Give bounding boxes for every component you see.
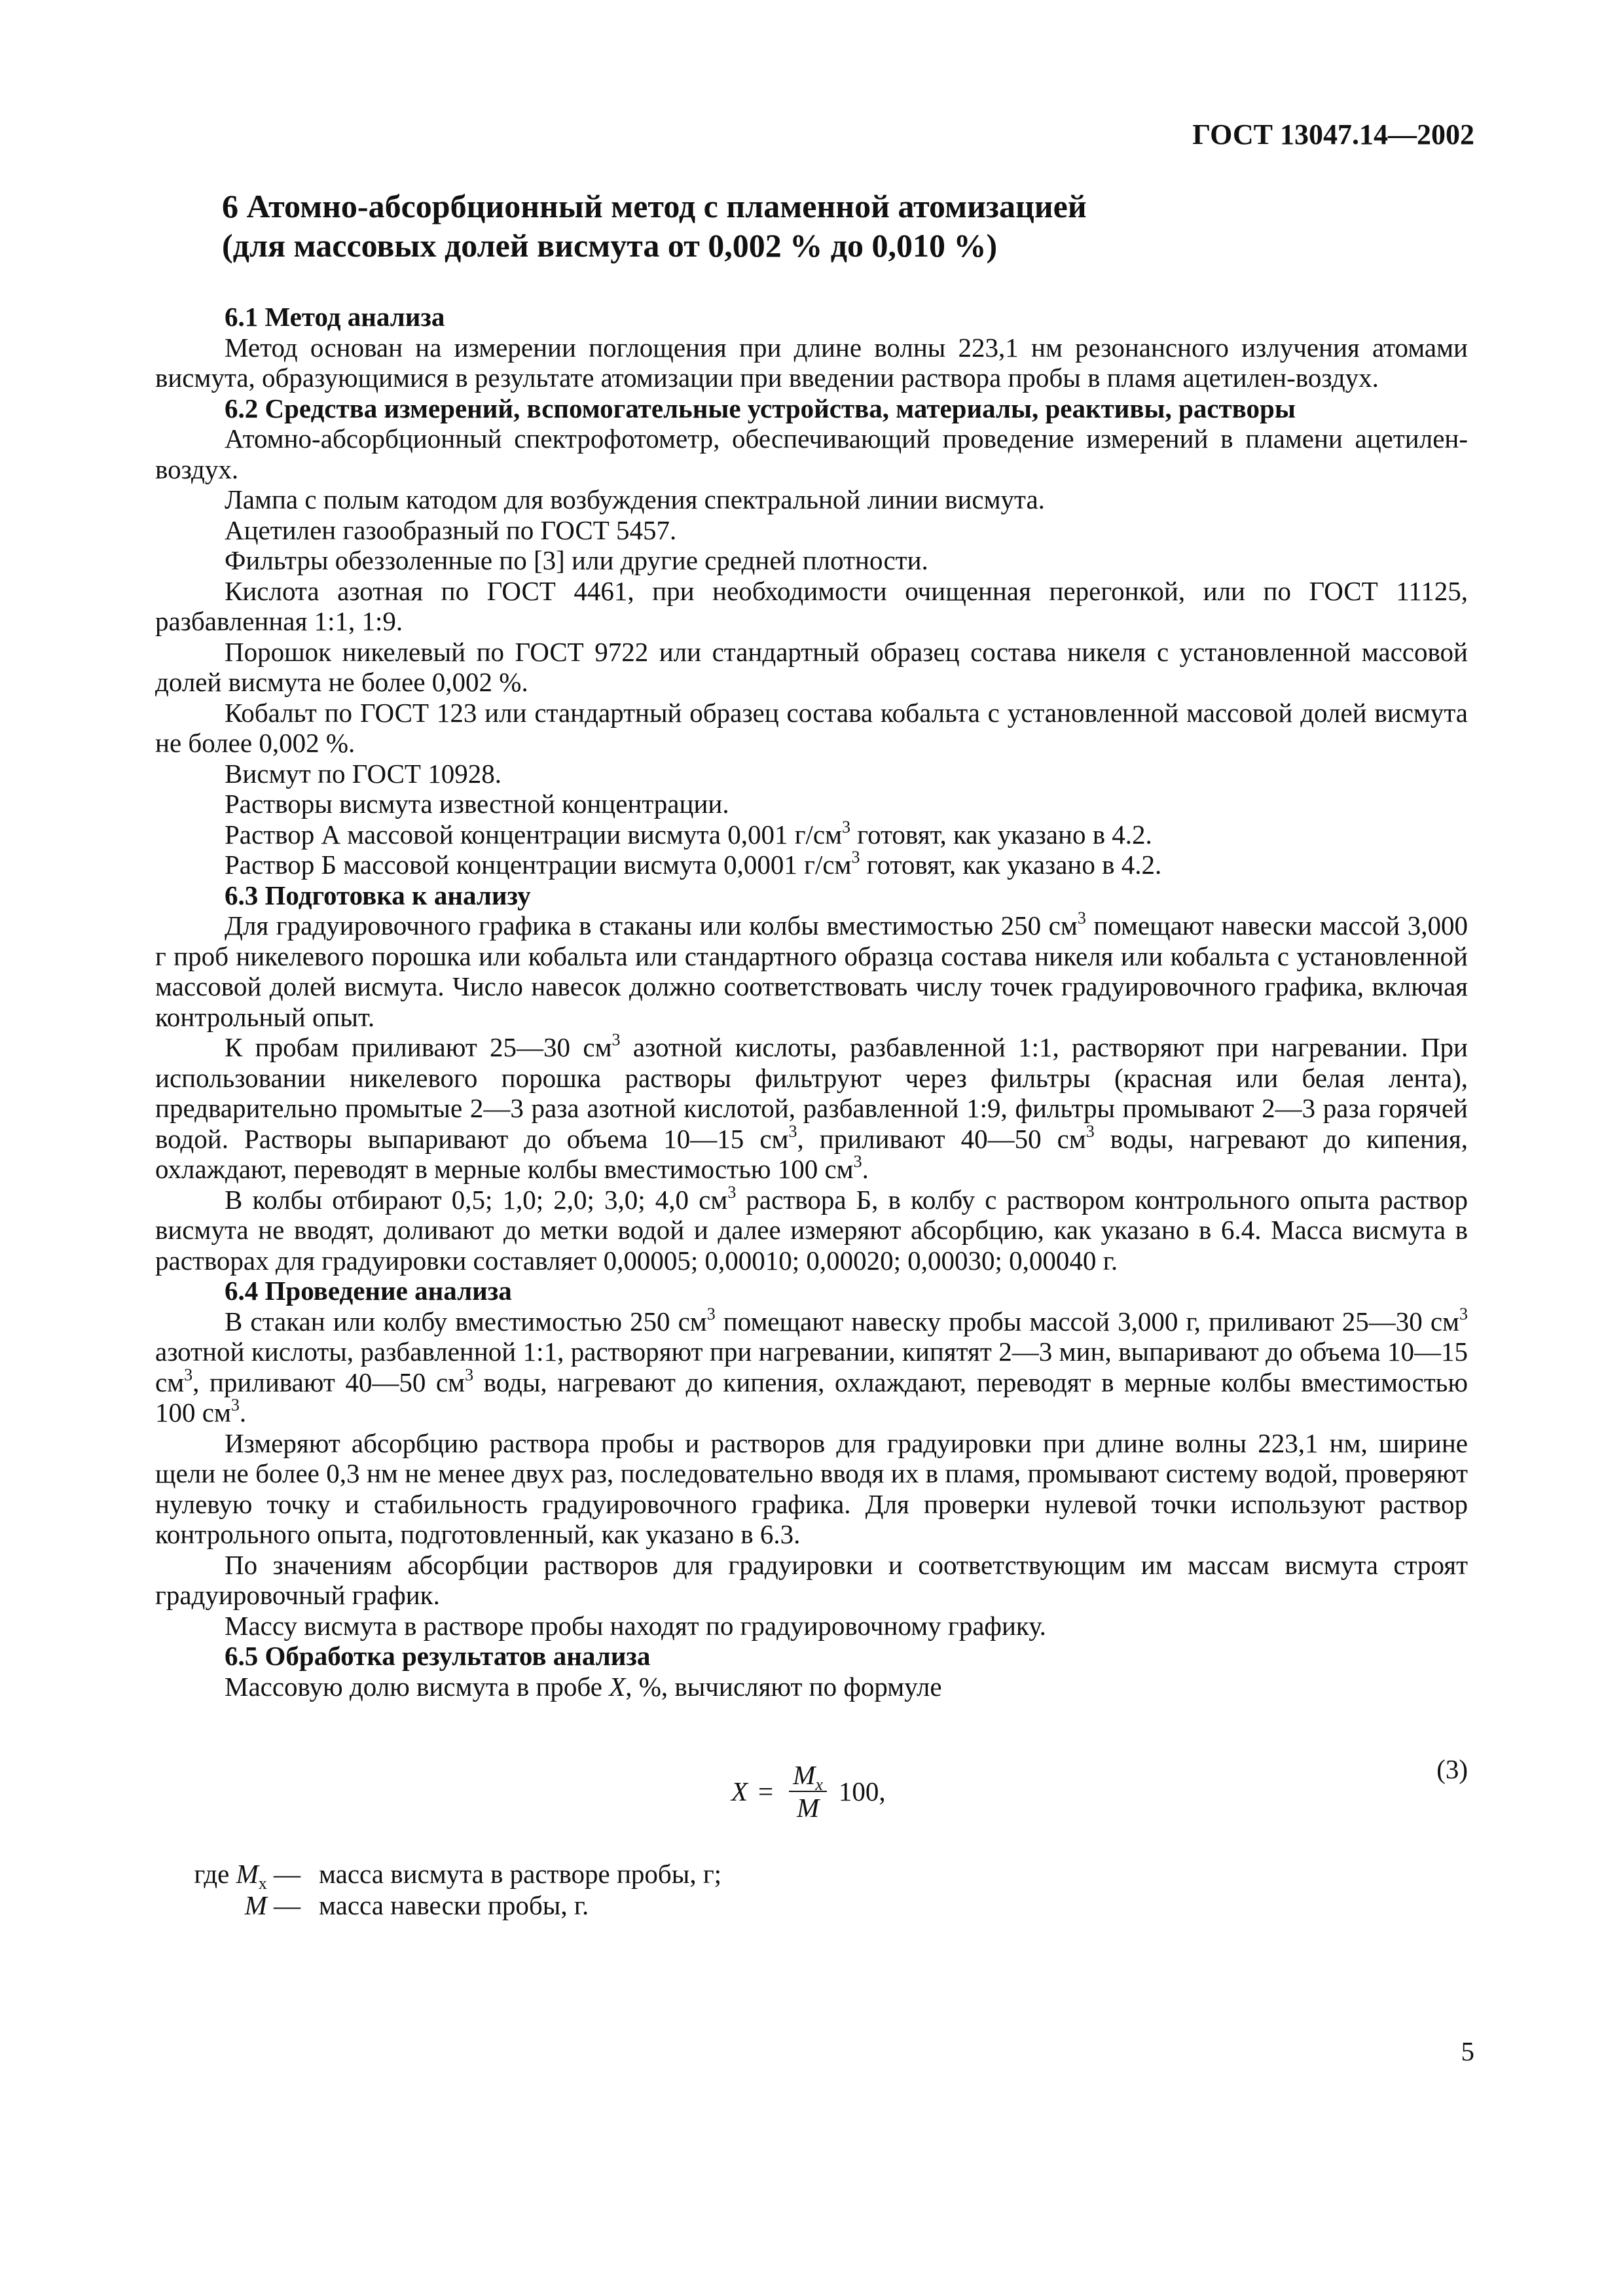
text-run: готовят, как указано в 4.2. [850, 819, 1152, 850]
legend-row [188, 1859, 722, 1893]
superscript: 3 [184, 1365, 193, 1384]
superscript: 3 [788, 1121, 797, 1141]
denominator-symbol: M [796, 1793, 820, 1823]
text-run: Раствор А массовой концентрации висмута 0,001 г/см [225, 819, 843, 850]
text-run: азотной кислоты, разбавленной 1:1, растворяют при нагревании. При использовании никелевого порошка растворы фильтруют через фильтры (красная или белая лента), предварительно промытые 2—3 раза азотной кислотой, разбавленной 1:9, фильтры промывают 2—3 раза горячей водой. Растворы выпаривают до объема 10—15 см [155, 1032, 1468, 1154]
legend-block [155, 1859, 1468, 1937]
subsection-heading-6-4: 6.4 Проведение анализа [225, 1276, 512, 1306]
fraction-numerator [789, 1760, 827, 1795]
formula-3 [155, 1741, 1468, 1852]
legend-sym-mx: M [236, 1859, 259, 1889]
text-run: Для градуировочного графика в стаканы или колбы вместимостью 250 см [225, 910, 1078, 941]
paragraph: Лампа с полым катодом для возбуждения спектральной линии висмута. [225, 484, 1045, 514]
paragraph: По значениям абсорбции растворов для градуировки и соответствующим им массам висмута строят градуировочный график. [155, 1549, 1468, 1610]
paragraph: Массу висмута в растворе пробы находят по градуировочному графику. [225, 1610, 1046, 1641]
paragraph: Растворы висмута известной концентрации. [225, 789, 729, 819]
subsection-heading-6-2: 6.2 Средства измерений, вспомогательные устройства, материалы, реактивы, растворы [225, 393, 1296, 423]
numerator-subscript: x [815, 1775, 823, 1795]
paragraph [155, 910, 1468, 1032]
text-run: , %, вычисляют по формуле [625, 1671, 942, 1702]
legend-lead-word: где [194, 1859, 230, 1889]
numerator-symbol: M [793, 1760, 816, 1790]
paragraph [155, 1672, 1468, 1702]
section-title [222, 187, 1468, 265]
text-run: помещают навески массой 3,000 г проб никелевого порошка или кобальта или стандартного образца состава никеля или кобальта с установленной массовой долей висмута. Число навесок должно соответствовать числу точек градуировочного графика, включая контрольный опыт. [155, 910, 1468, 1032]
paragraph: Атомно-абсорбционный спектрофотометр, обеспечивающий проведение измерений в пламени ацетилен-воздух. [155, 423, 1468, 484]
legend-dash: — [266, 1859, 301, 1889]
paragraph [155, 819, 1468, 850]
superscript: 3 [1077, 908, 1086, 928]
subsection-heading-6-3: 6.3 Подготовка к анализу [225, 880, 531, 910]
legend-row [188, 1890, 589, 1920]
superscript: 3 [230, 1395, 240, 1415]
superscript: 3 [851, 848, 860, 867]
subsection-heading-6-5: 6.5 Обработка результатов анализа [225, 1641, 651, 1671]
superscript: 3 [706, 1304, 716, 1323]
superscript: 3 [611, 1030, 621, 1050]
legend-sub-x: x [258, 1874, 267, 1893]
superscript: 3 [853, 1152, 862, 1172]
text-run: помещают навеску пробы массой 3,000 г, приливают 25—30 см [715, 1306, 1459, 1336]
legend-text: масса висмута в растворе пробы, г; [319, 1859, 722, 1889]
text-run: . [862, 1154, 869, 1184]
superscript: 3 [727, 1182, 737, 1202]
paragraph: Ацетилен газообразный по ГОСТ 5457. [225, 514, 677, 545]
text-run: азотной кислоты, разбавленной 1:1, растворяют при нагревании, кипятят 2—3 мин, выпаривают до объема 10—15 см [155, 1336, 1468, 1397]
legend-text: масса навески пробы, г. [319, 1890, 589, 1920]
text-run: К пробам приливают 25—30 см [225, 1032, 612, 1062]
text-run: . [239, 1397, 247, 1427]
superscript: 3 [1085, 1121, 1095, 1141]
paragraph [155, 1032, 1468, 1185]
superscript: 3 [465, 1365, 474, 1384]
legend-symbol [188, 1890, 301, 1921]
text-run: воды, нагревают до кипения, охлаждают, переводят в мерные колбы вместимостью 100 см [155, 1367, 1468, 1427]
text-run: готовят, как указано в 4.2. [860, 850, 1162, 880]
document-body [155, 187, 1468, 1937]
document-header-id: ГОСТ 13047.14—2002 [1192, 118, 1474, 151]
paragraph: Метод основан на измерении поглощения при длине волны 223,1 нм резонансного излучения атомами висмута, образующимися в результате атомизации при введении раствора пробы в пламя ацетилен-воздух. [155, 332, 1468, 393]
paragraph: Порошок никелевый по ГОСТ 9722 или стандартный образец состава никеля с установленной массовой долей висмута не более 0,002 %. [155, 636, 1468, 697]
text-run: воды, нагревают до кипения, охлаждают, переводят в мерные колбы вместимостью 100 см [155, 1123, 1468, 1184]
legend-dash: — [266, 1890, 301, 1920]
text-run: Массовую долю висмута в пробе [225, 1671, 610, 1702]
text-run: раствора Б, в колбу с раствором контрольного опыта раствор висмута не вводят, доливают до метки водой и далее измеряют абсорбцию, как указано в 6.4. Масса висмута в растворах для градуировки составляет 0,00005; 0,00010; 0,00020; 0,00030; 0,00040 г. [155, 1184, 1468, 1276]
section-title-line2: (для массовых долей висмута от 0,002 % до 0,010 %) [222, 227, 998, 264]
paragraph: Кислота азотная по ГОСТ 4461, при необходимости очищенная перегонкой, или по ГОСТ 11125, разбавленная 1:1, 1:9. [155, 575, 1468, 636]
superscript: 3 [1459, 1304, 1468, 1323]
section-title-line1: 6 Атомно-абсорбционный метод с пламенной атомизацией [222, 188, 1087, 224]
paragraph: Фильтры обеззоленные по [3] или другие средней плотности. [225, 545, 928, 575]
text-run: , приливают 40—50 см [797, 1123, 1086, 1154]
formula-number: (3) [1436, 1754, 1468, 1784]
text-run: Раствор Б массовой концентрации висмута 0,0001 г/см [225, 850, 852, 880]
formula-fraction [789, 1761, 827, 1822]
paragraph [155, 850, 1468, 880]
paragraph [155, 1182, 1468, 1276]
paragraph: Кобальт по ГОСТ 123 или стандартный образец состава кобальта с установленной массовой долей висмута не более 0,002 %. [155, 697, 1468, 758]
subsection-heading-6-1: 6.1 Метод анализа [225, 302, 445, 332]
text-run: , приливают 40—50 см [192, 1367, 465, 1397]
text-run: В колбы отбирают 0,5; 1,0; 2,0; 3,0; 4,0 см [225, 1184, 728, 1215]
legend-sym-m: M [244, 1890, 267, 1920]
legend-symbol [188, 1859, 301, 1893]
paragraph [155, 1306, 1468, 1428]
paragraph: Висмут по ГОСТ 10928. [225, 758, 501, 789]
formula-expression [731, 1761, 886, 1822]
formula-lhs: X [731, 1776, 748, 1806]
superscript: 3 [842, 817, 851, 836]
fraction-denominator [797, 1792, 819, 1822]
page-number: 5 [1461, 2036, 1474, 2066]
formula-factor: 100, [838, 1776, 886, 1806]
variable-x: X [609, 1671, 626, 1702]
text-run: В стакан или колбу вместимостью 250 см [225, 1306, 707, 1336]
formula-equals: = [758, 1776, 774, 1806]
paragraph: Измеряют абсорбцию раствора пробы и растворов для градуировки при длине волны 223,1 нм, ширине щели не более 0,3 нм не менее двух раз, последовательно вводя их в пламя, промывают систему водой, проверяют нулевую точку и стабильность градуировочного графика. Для проверки нулевой точки используют раствор контрольного опыта, подготовленный, как указано в 6.3. [155, 1427, 1468, 1549]
